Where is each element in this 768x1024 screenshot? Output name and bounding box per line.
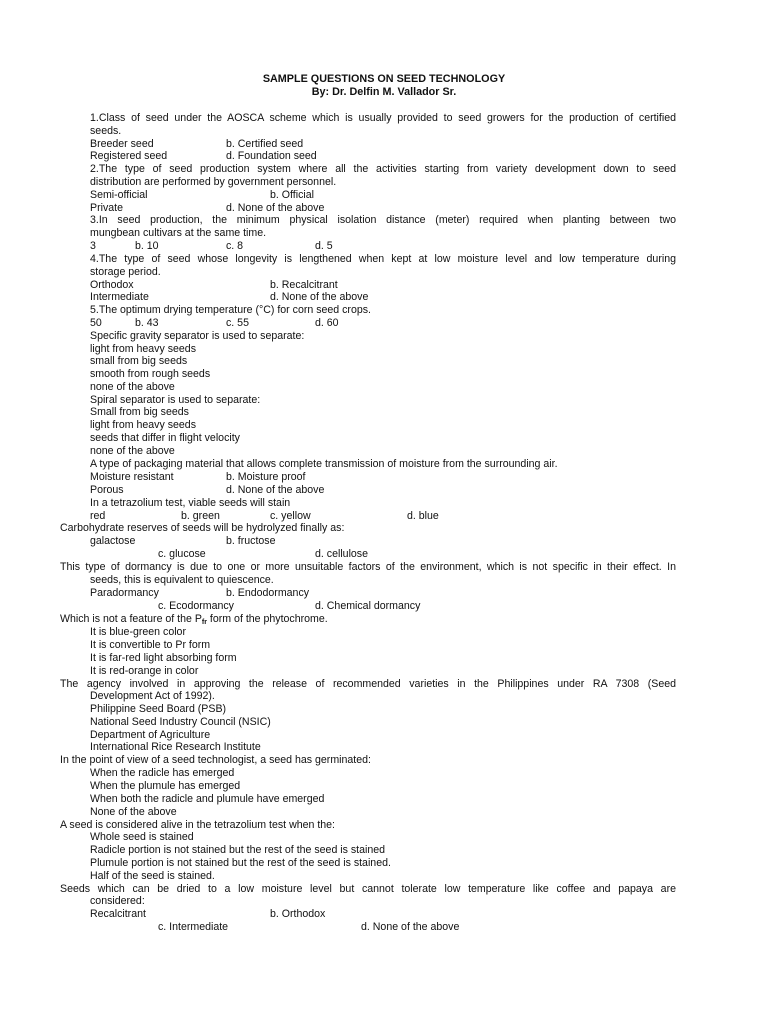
q14-option: When the plumule has emerged [90, 780, 241, 792]
q15-option: Plumule portion is not stained but the rest of the seed is stained. [90, 857, 391, 869]
q4-stem-line2: storage period. [90, 266, 161, 278]
q15-option: Half of the seed is stained. [90, 870, 215, 882]
q4-option-d: d. None of the above [270, 291, 369, 303]
q14-option: None of the above [90, 806, 177, 818]
q5-option-a: 50 [90, 317, 102, 329]
q12-stem-post: form of the phytochrome. [206, 613, 328, 625]
q10-option-b: b. fructose [226, 535, 276, 547]
q1-option-a: Breeder seed [90, 138, 154, 150]
q7-option: Small from big seeds [90, 406, 189, 418]
q14-option: When both the radicle and plumule have emerged [90, 793, 325, 805]
q10-option-d: d. cellulose [315, 548, 368, 560]
q9-option-c: c. yellow [270, 510, 311, 522]
q6-option: none of the above [90, 381, 175, 393]
q3-option-d: d. 5 [315, 240, 333, 252]
q13-option: Philippine Seed Board (PSB) [90, 703, 227, 715]
q4-option-b: b. Recalcitrant [270, 279, 338, 291]
document-title: SAMPLE QUESTIONS ON SEED TECHNOLOGY [262, 73, 506, 85]
q3-option-c: c. 8 [226, 240, 244, 252]
q16-stem-line2: considered: [90, 895, 145, 907]
q3-option-b: b. 10 [135, 240, 159, 252]
q8-option-a: Moisture resistant [90, 471, 174, 483]
q8-option-b: b. Moisture proof [226, 471, 306, 483]
q2-stem-line2: distribution are performed by government personnel. [90, 176, 337, 188]
q7-option: seeds that differ in flight velocity [90, 432, 240, 444]
q1-option-b: b. Certified seed [226, 138, 304, 150]
q14-stem: In the point of view of a seed technologist, a seed has germinated: [60, 754, 371, 766]
q10-stem: Carbohydrate reserves of seeds will be hydrolyzed finally as: [60, 522, 345, 534]
q16-option-d: d. None of the above [361, 921, 460, 933]
q16-stem-line1: Seeds which can be dried to a low moisture level but cannot tolerate low temperature like coffee and papaya are [60, 883, 676, 895]
q12-option: It is convertible to Pr form [90, 639, 211, 651]
q15-option: Whole seed is stained [90, 831, 194, 843]
q13-option: Department of Agriculture [90, 729, 211, 741]
q2-option-d: d. None of the above [226, 202, 325, 214]
q6-option: small from big seeds [90, 355, 188, 367]
q11-option-c: c. Ecodormancy [158, 600, 234, 612]
q12-stem-subscript: fr [201, 619, 207, 626]
q12-stem-pre: Which is not a feature of the P [60, 613, 202, 625]
q11-stem-line2: seeds, this is equivalent to quiescence. [90, 574, 274, 586]
q15-option: Radicle portion is not stained but the rest of the seed is stained [90, 844, 386, 856]
q11-stem-line1: This type of dormancy is due to one or more unsuitable factors of the environment, which is not specific in their effect. In [60, 561, 676, 573]
q5-option-b: b. 43 [135, 317, 159, 329]
q2-option-b: b. Official [270, 189, 314, 201]
q9-option-a: red [90, 510, 106, 522]
q12-option: It is blue-green color [90, 626, 186, 638]
q3-option-a: 3 [90, 240, 96, 252]
q9-stem: In a tetrazolium test, viable seeds will stain [90, 497, 291, 509]
q8-option-d: d. None of the above [226, 484, 325, 496]
q11-option-a: Paradormancy [90, 587, 159, 599]
q9-option-d: d. blue [407, 510, 439, 522]
q1-option-d: d. Foundation seed [226, 150, 317, 162]
q1-stem-line2: seeds. [90, 125, 122, 137]
q5-option-d: d. 60 [315, 317, 339, 329]
q8-stem: A type of packaging material that allows complete transmission of moisture from the surrounding air. [90, 458, 558, 470]
q2-stem-line1: 2.The type of seed production system where all the activities starting from variety development down to seed [90, 163, 676, 175]
q5-stem: 5.The optimum drying temperature (°C) for corn seed crops. [90, 304, 371, 316]
q1-option-c: Registered seed [90, 150, 168, 162]
q6-option: light from heavy seeds [90, 343, 196, 355]
q13-option: International Rice Research Institute [90, 741, 261, 753]
q4-option-a: Orthodox [90, 279, 134, 291]
q16-option-b: b. Orthodox [270, 908, 326, 920]
q7-option: light from heavy seeds [90, 419, 196, 431]
q8-option-c: Porous [90, 484, 124, 496]
q12-option: It is red-orange in color [90, 665, 199, 677]
q3-stem-line2: mungbean cultivars at the same time. [90, 227, 267, 239]
q4-stem-line1: 4.The type of seed whose longevity is lengthened when kept at low moisture level and low temperature during [90, 253, 676, 265]
q5-option-c: c. 55 [226, 317, 249, 329]
q4-option-c: Intermediate [90, 291, 149, 303]
q16-option-a: Recalcitrant [90, 908, 146, 920]
q7-stem: Spiral separator is used to separate: [90, 394, 261, 406]
q6-option: smooth from rough seeds [90, 368, 211, 380]
q13-option: National Seed Industry Council (NSIC) [90, 716, 271, 728]
q11-option-d: d. Chemical dormancy [315, 600, 421, 612]
q1-stem-line1: 1.Class of seed under the AOSCA scheme which is usually provided to seed growers for the production of certified [90, 112, 676, 124]
q3-stem-line1: 3.In seed production, the minimum physical isolation distance (meter) required when planting between two [90, 214, 676, 226]
q2-option-a: Semi-official [90, 189, 148, 201]
q16-option-c: c. Intermediate [158, 921, 229, 933]
q15-stem: A seed is considered alive in the tetrazolium test when the: [60, 819, 336, 831]
q12-option: It is far-red light absorbing form [90, 652, 237, 664]
q2-option-c: Private [90, 202, 123, 214]
q10-option-a: galactose [90, 535, 136, 547]
q13-stem-line2: Development Act of 1992). [90, 690, 215, 702]
q6-stem: Specific gravity separator is used to separate: [90, 330, 305, 342]
document-author: By: Dr. Delfin M. Vallador Sr. [311, 86, 457, 98]
q7-option: none of the above [90, 445, 175, 457]
q13-stem-line1: The agency involved in approving the release of recommended varieties in the Philippines under RA 7308 (Seed [60, 678, 676, 690]
q9-option-b: b. green [181, 510, 220, 522]
q10-option-c: c. glucose [158, 548, 206, 560]
q11-option-b: b. Endodormancy [226, 587, 310, 599]
q14-option: When the radicle has emerged [90, 767, 235, 779]
